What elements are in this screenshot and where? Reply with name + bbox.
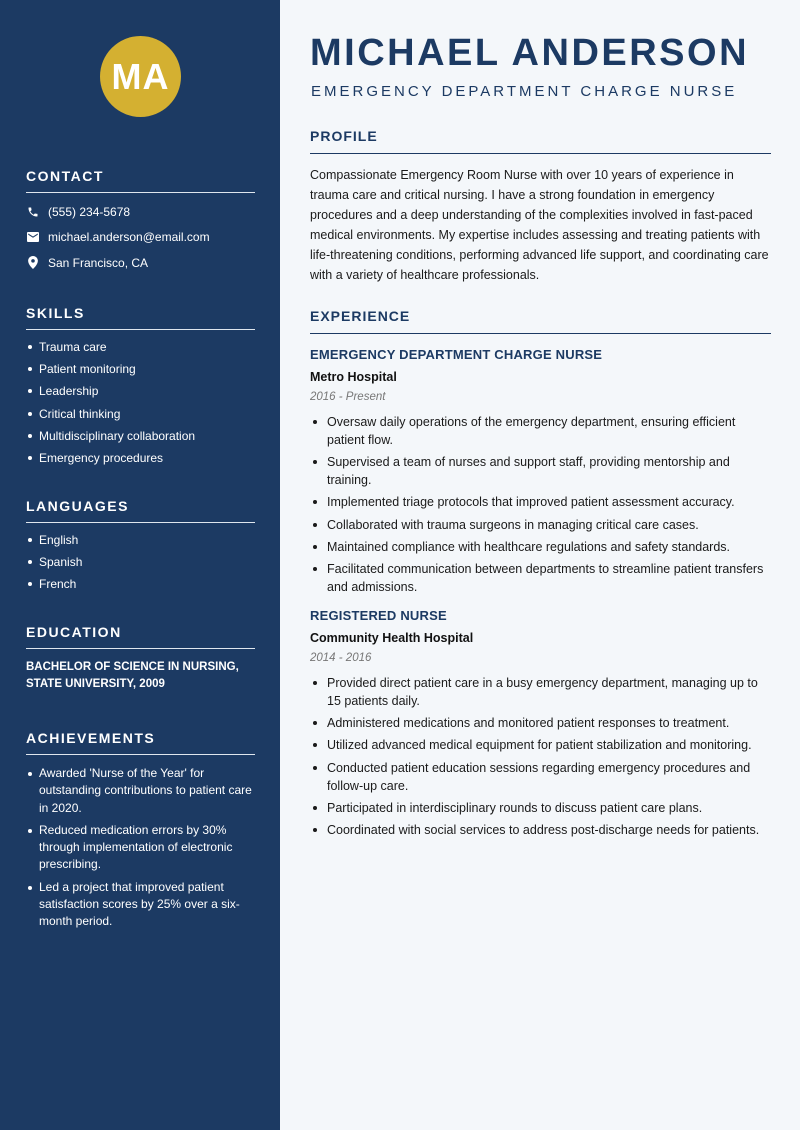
achievements-list: [26, 765, 255, 931]
languages-section: [26, 498, 255, 600]
profile-heading: PROFILE: [310, 128, 771, 154]
contact-section: [26, 168, 255, 276]
contact-phone: [26, 199, 255, 225]
education-section: [26, 624, 255, 693]
candidate-name: MICHAEL ANDERSON: [310, 32, 750, 74]
skill-item: Emergency procedures: [26, 451, 255, 465]
skill-item: Critical thinking: [26, 407, 255, 421]
job-bullet: Facilitated communication between departments to streamline patient transfers and admissions.: [310, 560, 771, 596]
email-text: michael.anderson@email.com: [48, 230, 210, 245]
achievement-item: Awarded 'Nurse of the Year' for outstanding contributions to patient care in 2020.: [26, 765, 255, 817]
skill-item: Leadership: [26, 384, 255, 398]
achievements-section: [26, 730, 255, 936]
skill-item: Multidisciplinary collaboration: [26, 429, 255, 443]
job-company: Metro Hospital: [310, 370, 397, 384]
language-item: French: [26, 577, 255, 591]
email-icon: [26, 230, 40, 244]
job-bullet: Oversaw daily operations of the emergency department, ensuring efficient patient flow.: [310, 413, 771, 449]
job-title: EMERGENCY DEPARTMENT CHARGE NURSE: [310, 347, 603, 362]
contact-heading: CONTACT: [26, 168, 255, 193]
job-bullet: Coordinated with social services to address post-discharge needs for patients.: [310, 821, 771, 839]
skill-item: Trauma care: [26, 340, 255, 354]
sidebar: [0, 0, 280, 1130]
language-item: Spanish: [26, 555, 255, 569]
skills-list: [26, 340, 255, 465]
phone-icon: [26, 205, 40, 219]
job-bullet: Collaborated with trauma surgeons in managing critical care cases.: [310, 516, 771, 534]
job-bullets: [310, 413, 771, 596]
achievements-heading: ACHIEVEMENTS: [26, 730, 255, 755]
languages-list: [26, 533, 255, 591]
job-title: REGISTERED NURSE: [310, 607, 447, 623]
location-text: San Francisco, CA: [48, 255, 149, 270]
contact-email: [26, 225, 255, 251]
experience-section: [310, 308, 771, 843]
job-dates: 2014 - 2016: [310, 651, 372, 664]
skill-item: Patient monitoring: [26, 362, 255, 376]
job-bullet: Provided direct patient care in a busy emergency department, managing up to 15 patients daily.: [310, 674, 771, 710]
job-bullet: Administered medications and monitored patient responses to treatment.: [310, 714, 771, 732]
job-bullet: Maintained compliance with healthcare regulations and safety standards.: [310, 538, 771, 556]
job-entry: [310, 347, 771, 596]
languages-heading: LANGUAGES: [26, 498, 255, 523]
job-entry: [310, 608, 771, 839]
main-content: [280, 0, 800, 1130]
contact-location: [26, 250, 255, 276]
education-heading: EDUCATION: [26, 624, 255, 649]
job-bullet: Conducted patient education sessions regarding emergency procedures and follow-up care.: [310, 759, 771, 795]
job-bullet: Implemented triage protocols that improved patient assessment accuracy.: [310, 493, 771, 511]
skills-section: [26, 305, 255, 473]
achievement-item: Led a project that improved patient satisfaction scores by 25% over a six-month period.: [26, 879, 255, 931]
job-company: Community Health Hospital: [310, 630, 474, 645]
avatar: MA: [100, 36, 181, 117]
achievement-item: Reduced medication errors by 30% through implementation of electronic prescribing.: [26, 822, 255, 874]
experience-heading: EXPERIENCE: [310, 308, 771, 334]
skills-heading: SKILLS: [26, 305, 255, 330]
phone-text: (555) 234-5678: [48, 204, 131, 219]
location-pin-icon: [26, 256, 40, 270]
job-bullet: Participated in interdisciplinary rounds to discuss patient care plans.: [310, 799, 771, 817]
profile-section: [310, 128, 771, 285]
education-text: BACHELOR OF SCIENCE IN NURSING, STATE UNIVERSITY, 2009: [26, 661, 239, 690]
job-dates: 2016 - Present: [310, 391, 386, 403]
language-item: English: [26, 533, 255, 547]
job-bullet: Supervised a team of nurses and support staff, providing mentorship and training.: [310, 453, 771, 489]
job-bullets: [310, 674, 771, 839]
candidate-role: EMERGENCY DEPARTMENT CHARGE NURSE: [311, 83, 738, 100]
job-bullet: Utilized advanced medical equipment for patient stabilization and monitoring.: [310, 736, 771, 754]
profile-text: Compassionate Emergency Room Nurse with over 10 years of experience in trauma care and critical nursing. I have a strong foundation in emergency procedures and a deep understanding of the complexities involved in fast-paced medical environments. My expertise includes assessing and treating patients with life-threatening conditions, performing advanced life support, and coordinating care with a variety of healthcare professionals.: [310, 168, 769, 282]
